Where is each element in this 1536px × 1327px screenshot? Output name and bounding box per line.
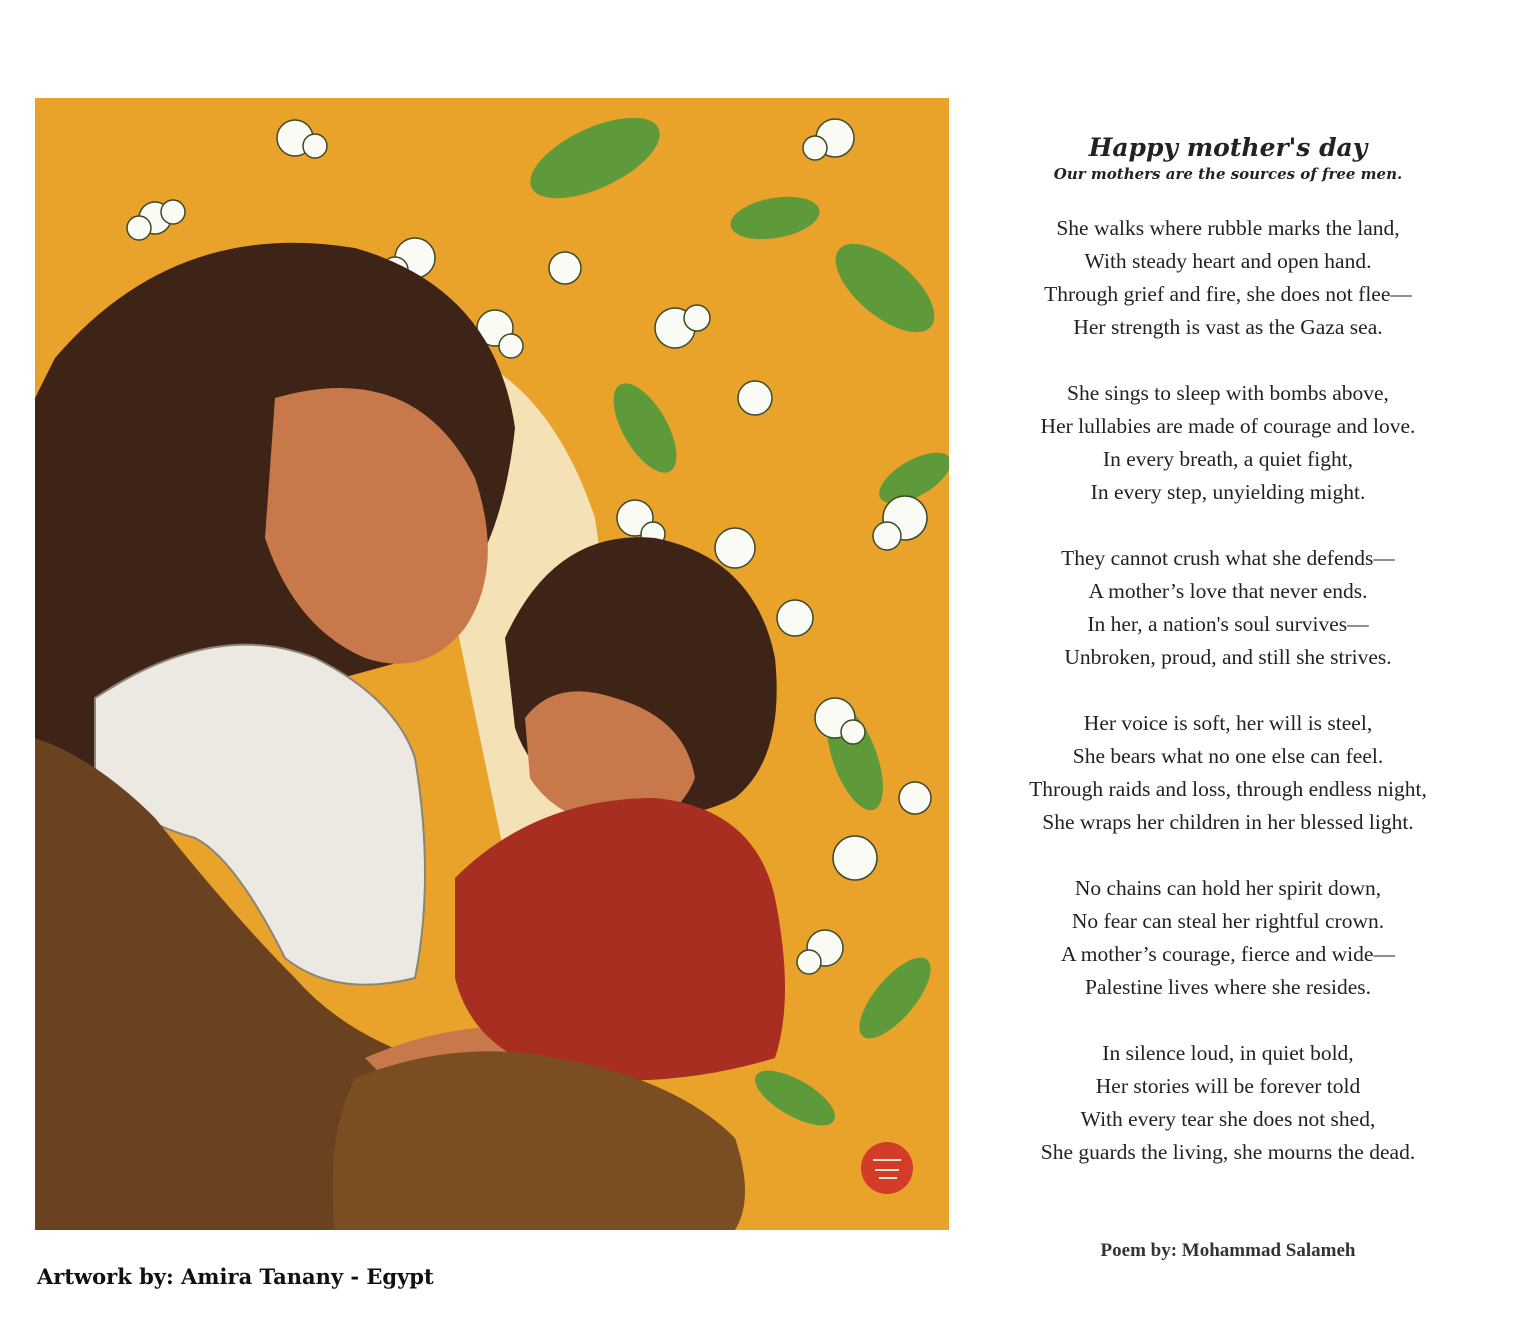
poem-line: In every breath, a quiet fight,: [1102, 447, 1354, 471]
poem: [955, 132, 1501, 1202]
poem-line: In silence loud, in quiet bold,: [1102, 1041, 1354, 1065]
poem-line: Her strength is vast as the Gaza sea.: [1073, 315, 1383, 339]
poem-line: In her, a nation's soul survives—: [1087, 612, 1369, 636]
poem-line: She guards the living, she mourns the dead.: [1040, 1140, 1416, 1164]
poem-line: She bears what no one else can feel.: [1072, 744, 1384, 768]
poem-line: Through grief and fire, she does not flee—: [1044, 282, 1412, 306]
stanza-1: [955, 212, 1501, 344]
stanza-5: [955, 872, 1501, 1004]
artwork-image: [35, 98, 949, 1230]
poem-line: She sings to sleep with bombs above,: [1067, 381, 1389, 405]
poem-line: In every step, unyielding might.: [1090, 480, 1366, 504]
stanza-6: [955, 1037, 1501, 1169]
poem-line: A mother’s courage, fierce and wide—: [1061, 942, 1395, 966]
poem-line: She wraps her children in her blessed light.: [1042, 810, 1414, 834]
poem-line: No chains can hold her spirit down,: [1074, 876, 1382, 900]
artwork-credit: Artwork by: Amira Tanany - Egypt: [37, 1264, 434, 1289]
poem-line: She walks where rubble marks the land,: [1056, 216, 1400, 240]
artist-stamp: [861, 1142, 913, 1194]
poem-line: Palestine lives where she resides.: [1085, 975, 1371, 999]
poem-line: With steady heart and open hand.: [1084, 249, 1372, 273]
poem-credit: Poem by: Mohammad Salameh: [1100, 1240, 1356, 1261]
poem-title: Happy mother's day: [1088, 133, 1368, 162]
poem-line: Her stories will be forever told: [1095, 1074, 1361, 1098]
poem-line: They cannot crush what she defends—: [1061, 546, 1395, 570]
poem-line: Her lullabies are made of courage and love.: [1040, 414, 1416, 438]
poem-line: A mother’s love that never ends.: [1088, 579, 1368, 603]
poem-line: Her voice is soft, her will is steel,: [1083, 711, 1373, 735]
poem-subtitle: Our mothers are the sources of free men.: [1053, 165, 1403, 183]
poem-line: No fear can steal her rightful crown.: [1071, 909, 1385, 933]
poem-line: Unbroken, proud, and still she strives.: [1064, 645, 1392, 669]
stanza-3: [955, 542, 1501, 674]
poem-line: Through raids and loss, through endless night,: [1029, 777, 1427, 801]
artwork-illustration: [35, 98, 949, 1230]
poem-line: With every tear she does not shed,: [1080, 1107, 1376, 1131]
stanza-2: [955, 377, 1501, 509]
child-sweater: [455, 798, 785, 1081]
stanza-4: [955, 707, 1501, 839]
